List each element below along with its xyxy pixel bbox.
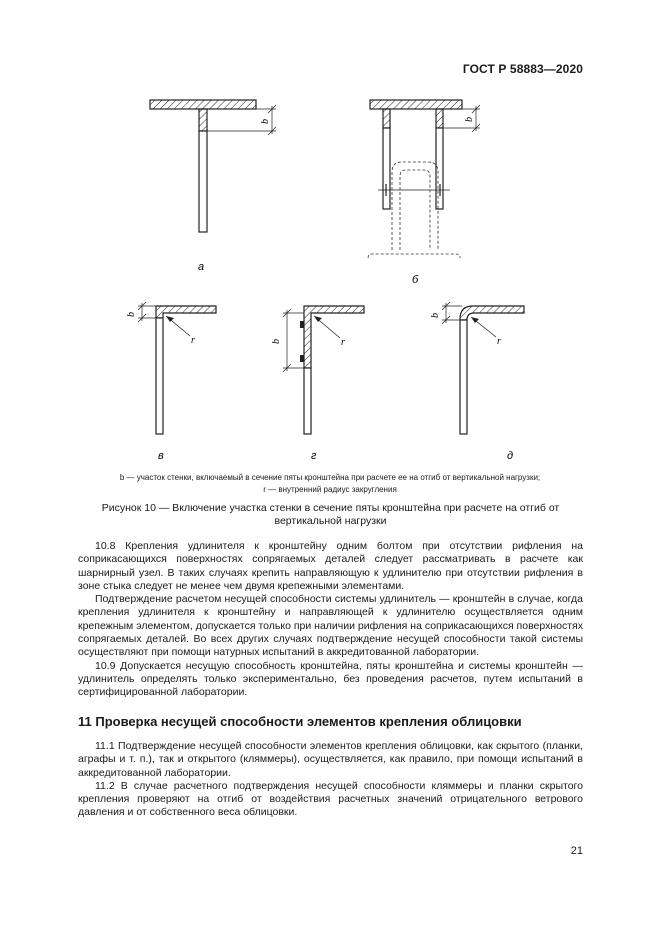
dim-b-a: b <box>260 119 271 124</box>
page-number: 21 <box>570 845 583 857</box>
paragraph: 10.9 Допускается несущую способность кронштейна, пяты кронштейна и системы кронштейн — удлинитель определять только экспериментально, без проведения расчетов, путем испытаний в сертифицированной лаборатории. <box>78 659 583 699</box>
radius-r-d: r <box>497 336 501 347</box>
subfigure-a <box>150 100 276 273</box>
figure-caption: Рисунок 10 — Включение участка стенки в сечение пяты кронштейна при расчете на отгиб от вертикальной нагрузки <box>101 502 560 527</box>
dim-b-g: b <box>271 339 282 344</box>
label-a: а <box>198 261 205 273</box>
standard-header: ГОСТ Р 58883—2020 <box>462 62 583 76</box>
radius-r-v: r <box>191 335 195 346</box>
dim-b-b: b <box>464 117 475 122</box>
label-b: б <box>412 274 419 286</box>
figure-legend-b: b — участок стенки, включаемый в сечение пяты кронштейна при расчете ее на отгиб от вертикальной нагрузки; <box>119 473 541 482</box>
radius-r-g: r <box>341 337 345 348</box>
subfigure-v <box>126 302 216 462</box>
paragraph: 10.8 Крепления удлинителя к кронштейну одним болтом при отсутствии рифления на соприкасающихся поверхностях сопрягаемых деталей следует рассматривать в расчете как шарнирный узел. В таких случаях крепить направляющую к удлинителю при отсутствии рифления в зоне стыка следует не менее чем двумя крепежными элементами. <box>78 540 583 592</box>
label-g: г <box>311 450 317 462</box>
label-d: д <box>507 450 514 462</box>
section-title: 11 Проверка несущей способности элементов крепления облицовки <box>78 714 522 729</box>
label-v: в <box>158 450 164 462</box>
text-block-after <box>78 740 583 820</box>
paragraph: 11.1 Подтверждение несущей способности элементов крепления облицовки, как скрытого (планки, аграфы и т. п.), так и открытого (кляммеры), осуществляется, как правило, при помощи испытаний в аккредитованной лаборатории. <box>78 740 583 779</box>
figure-legend-r: r — внутренний радиус закругления <box>263 485 397 494</box>
subfigure-b <box>368 100 480 286</box>
dim-b-d: b <box>430 313 441 318</box>
subfigure-g <box>271 306 364 462</box>
paragraph: Подтверждение расчетом несущей способности системы удлинитель — кронштейн в случае, когда крепления удлинителя к кронштейну и направляющей к удлинителю осуществляется одним крепежным элементом, допускается только при наличии рифления на соприкасающихся поверхностях сопрягаемых деталей. Во всех других случаях подтверждение несущей способности такой системы осуществляют при помощи натурных испытаний в аккредитованной лаборатории. <box>78 593 583 659</box>
paragraph: 11.2 В случае расчетного подтверждения несущей способности кляммеры и планки скрытого крепления проверяют на отгиб от воздействия расчетных значений отрицательного ветрового давления и от собственного веса облицовки. <box>78 779 583 819</box>
text-block-before <box>78 540 583 700</box>
subfigure-d <box>430 302 524 462</box>
dim-b-v: b <box>126 312 137 317</box>
